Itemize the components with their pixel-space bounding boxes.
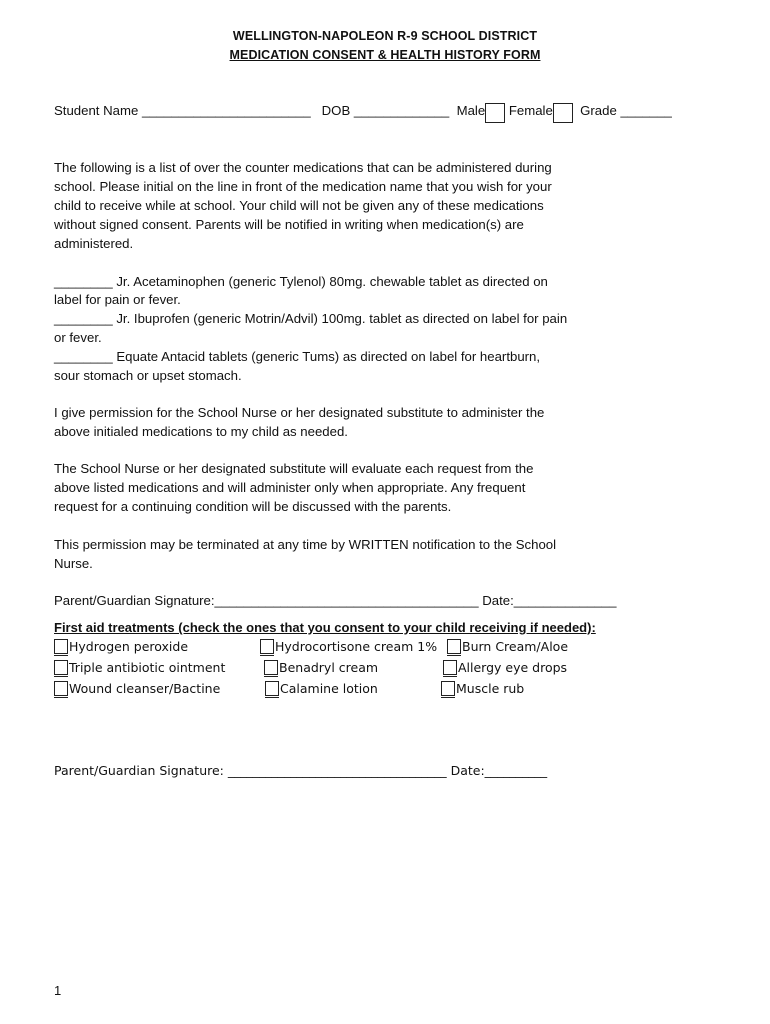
- checkbox-icon[interactable]: [443, 660, 457, 675]
- intro-line: child to receive while at school. Your child will not be given any of these medications: [54, 198, 544, 213]
- form-title: MEDICATION CONSENT & HEALTH HISTORY FORM: [229, 48, 541, 62]
- signature-line-2[interactable]: Parent/Guardian Signature: ___________________________________ Date:__________: [54, 763, 548, 778]
- permission-line: above initialed medications to my child as needed.: [54, 424, 348, 439]
- district-title: WELLINGTON-NAPOLEON R-9 SCHOOL DISTRICT: [232, 29, 538, 43]
- medication-acetaminophen-line[interactable]: ________ Jr. Acetaminophen (generic Tylenol) 80mg. chewable tablet as directed on: [54, 274, 548, 289]
- signature-line-1[interactable]: Parent/Guardian Signature:____________________________________ Date:______________: [54, 593, 617, 608]
- checkbox-icon[interactable]: [265, 681, 279, 696]
- page-number: 1: [54, 983, 62, 998]
- intro-line: The following is a list of over the counter medications that can be administered during: [54, 160, 552, 175]
- evaluation-line: request for a continuing condition will be discussed with the parents.: [54, 499, 452, 514]
- checkbox-icon[interactable]: [441, 681, 455, 696]
- checkbox-icon[interactable]: [54, 681, 68, 696]
- first-aid-item[interactable]: Calamine lotion: [265, 681, 378, 696]
- permission-line: I give permission for the School Nurse or her designated substitute to administer the: [54, 405, 545, 420]
- checkbox-icon[interactable]: [447, 639, 461, 654]
- evaluation-line: above listed medications and will administer only when appropriate. Any frequent: [54, 480, 526, 495]
- first-aid-item[interactable]: Hydrogen peroxide: [54, 639, 188, 654]
- student-name-field[interactable]: Student Name _______________________: [54, 103, 311, 118]
- medication-antacid-line[interactable]: ________ Equate Antacid tablets (generic Tums) as directed on label for heartburn,: [54, 349, 541, 364]
- medication-line: sour stomach or upset stomach.: [54, 368, 242, 383]
- first-aid-item[interactable]: Hydrocortisone cream 1%: [260, 639, 437, 654]
- first-aid-item[interactable]: Triple antibiotic ointment: [54, 660, 225, 675]
- dob-field[interactable]: DOB _____________: [321, 103, 450, 118]
- grade-field[interactable]: Grade _______: [580, 103, 672, 118]
- checkbox-icon[interactable]: [54, 660, 68, 675]
- first-aid-item[interactable]: Benadryl cream: [264, 660, 378, 675]
- male-checkbox[interactable]: [485, 103, 505, 123]
- first-aid-item[interactable]: Wound cleanser/Bactine: [54, 681, 220, 696]
- first-aid-item[interactable]: Muscle rub: [441, 681, 524, 696]
- termination-line: Nurse.: [54, 556, 93, 571]
- checkbox-icon[interactable]: [260, 639, 274, 654]
- male-label: Male: [456, 103, 486, 118]
- medication-line: or fever.: [54, 330, 102, 345]
- first-aid-heading: First aid treatments (check the ones that you consent to your child receiving if needed):: [54, 620, 596, 635]
- intro-line: school. Please initial on the line in front of the medication name that you wish for your: [54, 179, 552, 194]
- female-checkbox[interactable]: [553, 103, 573, 123]
- medication-line: label for pain or fever.: [54, 292, 181, 307]
- female-label: Female: [508, 103, 553, 118]
- checkbox-icon[interactable]: [54, 639, 68, 654]
- medication-ibuprofen-line[interactable]: ________ Jr. Ibuprofen (generic Motrin/Advil) 100mg. tablet as directed on label for pain: [54, 311, 568, 326]
- first-aid-item[interactable]: Burn Cream/Aloe: [447, 639, 568, 654]
- intro-line: without signed consent. Parents will be notified in writing when medication(s) are: [54, 217, 524, 232]
- evaluation-line: The School Nurse or her designated substitute will evaluate each request from the: [54, 461, 534, 476]
- student-info-row: [54, 103, 672, 123]
- first-aid-item[interactable]: Allergy eye drops: [443, 660, 567, 675]
- intro-line: administered.: [54, 236, 134, 251]
- checkbox-icon[interactable]: [264, 660, 278, 675]
- termination-line: This permission may be terminated at any time by WRITTEN notification to the School: [54, 537, 557, 552]
